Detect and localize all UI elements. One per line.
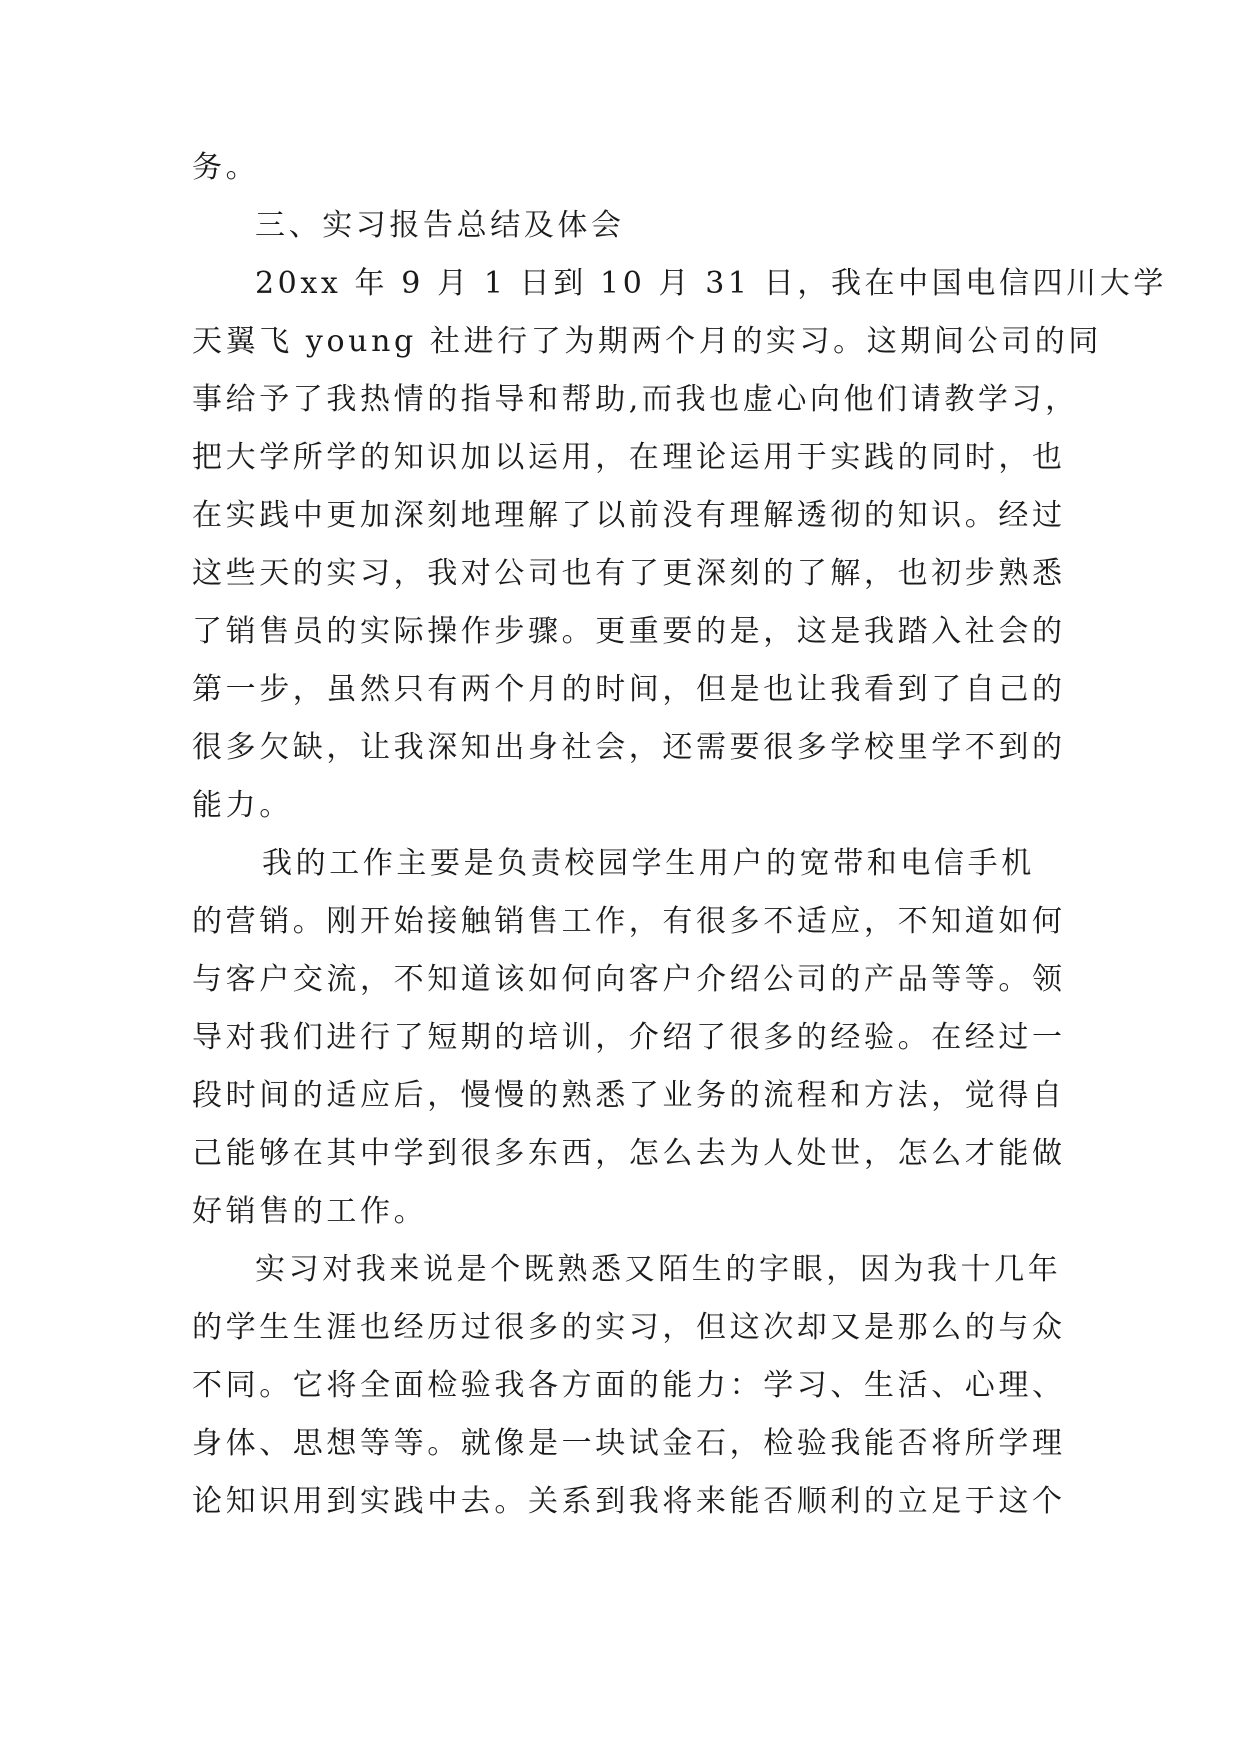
text-line: 己能够在其中学到很多东西，怎么去为人处世，怎么才能做 — [192, 1136, 1066, 1171]
section-heading: 三、实习报告总结及体会 — [255, 208, 625, 243]
text-line: 不同。它将全面检验我各方面的能力：学习、生活、心理、 — [192, 1368, 1066, 1403]
text-line: 身体、思想等等。就像是一块试金石，检验我能否将所学理 — [192, 1426, 1066, 1461]
text-line: 事给予了我热情的指导和帮助,而我也虚心向他们请教学习， — [192, 382, 1079, 417]
text-line: 的学生生涯也经历过很多的实习，但这次却又是那么的与众 — [192, 1310, 1066, 1345]
text-line: 了销售员的实际操作步骤。更重要的是，这是我踏入社会的 — [192, 614, 1066, 649]
text-line: 很多欠缺，让我深知出身社会，还需要很多学校里学不到的 — [192, 730, 1066, 765]
text-line: 段时间的适应后，慢慢的熟悉了业务的流程和方法，觉得自 — [192, 1078, 1066, 1113]
text-line: 的营销。刚开始接触销售工作，有很多不适应，不知道如何 — [192, 904, 1066, 939]
text-line: 第一步，虽然只有两个月的时间，但是也让我看到了自己的 — [192, 672, 1066, 707]
text-line: 论知识用到实践中去。关系到我将来能否顺利的立足于这个 — [192, 1484, 1066, 1519]
text-line: 天翼飞 young 社进行了为期两个月的实习。这期间公司的同 — [192, 324, 1102, 359]
text-line: 导对我们进行了短期的培训，介绍了很多的经验。在经过一 — [192, 1020, 1066, 1055]
text-line: 好销售的工作。 — [192, 1194, 428, 1229]
text-line: 与客户交流，不知道该如何向客户介绍公司的产品等等。领 — [192, 962, 1066, 997]
text-line: 我的工作主要是负责校园学生用户的宽带和电信手机 — [262, 846, 1035, 881]
text-line: 20xx 年 9 月 1 日到 10 月 31 日，我在中国电信四川大学 — [255, 266, 1167, 301]
text-line: 务。 — [192, 150, 260, 185]
text-line: 把大学所学的知识加以运用，在理论运用于实践的同时，也 — [192, 440, 1066, 475]
text-line: 实习对我来说是个既熟悉又陌生的字眼，因为我十几年 — [255, 1252, 1062, 1287]
text-line: 在实践中更加深刻地理解了以前没有理解透彻的知识。经过 — [192, 498, 1066, 533]
text-line: 能力。 — [192, 788, 293, 823]
text-line: 这些天的实习，我对公司也有了更深刻的了解，也初步熟悉 — [192, 556, 1066, 591]
